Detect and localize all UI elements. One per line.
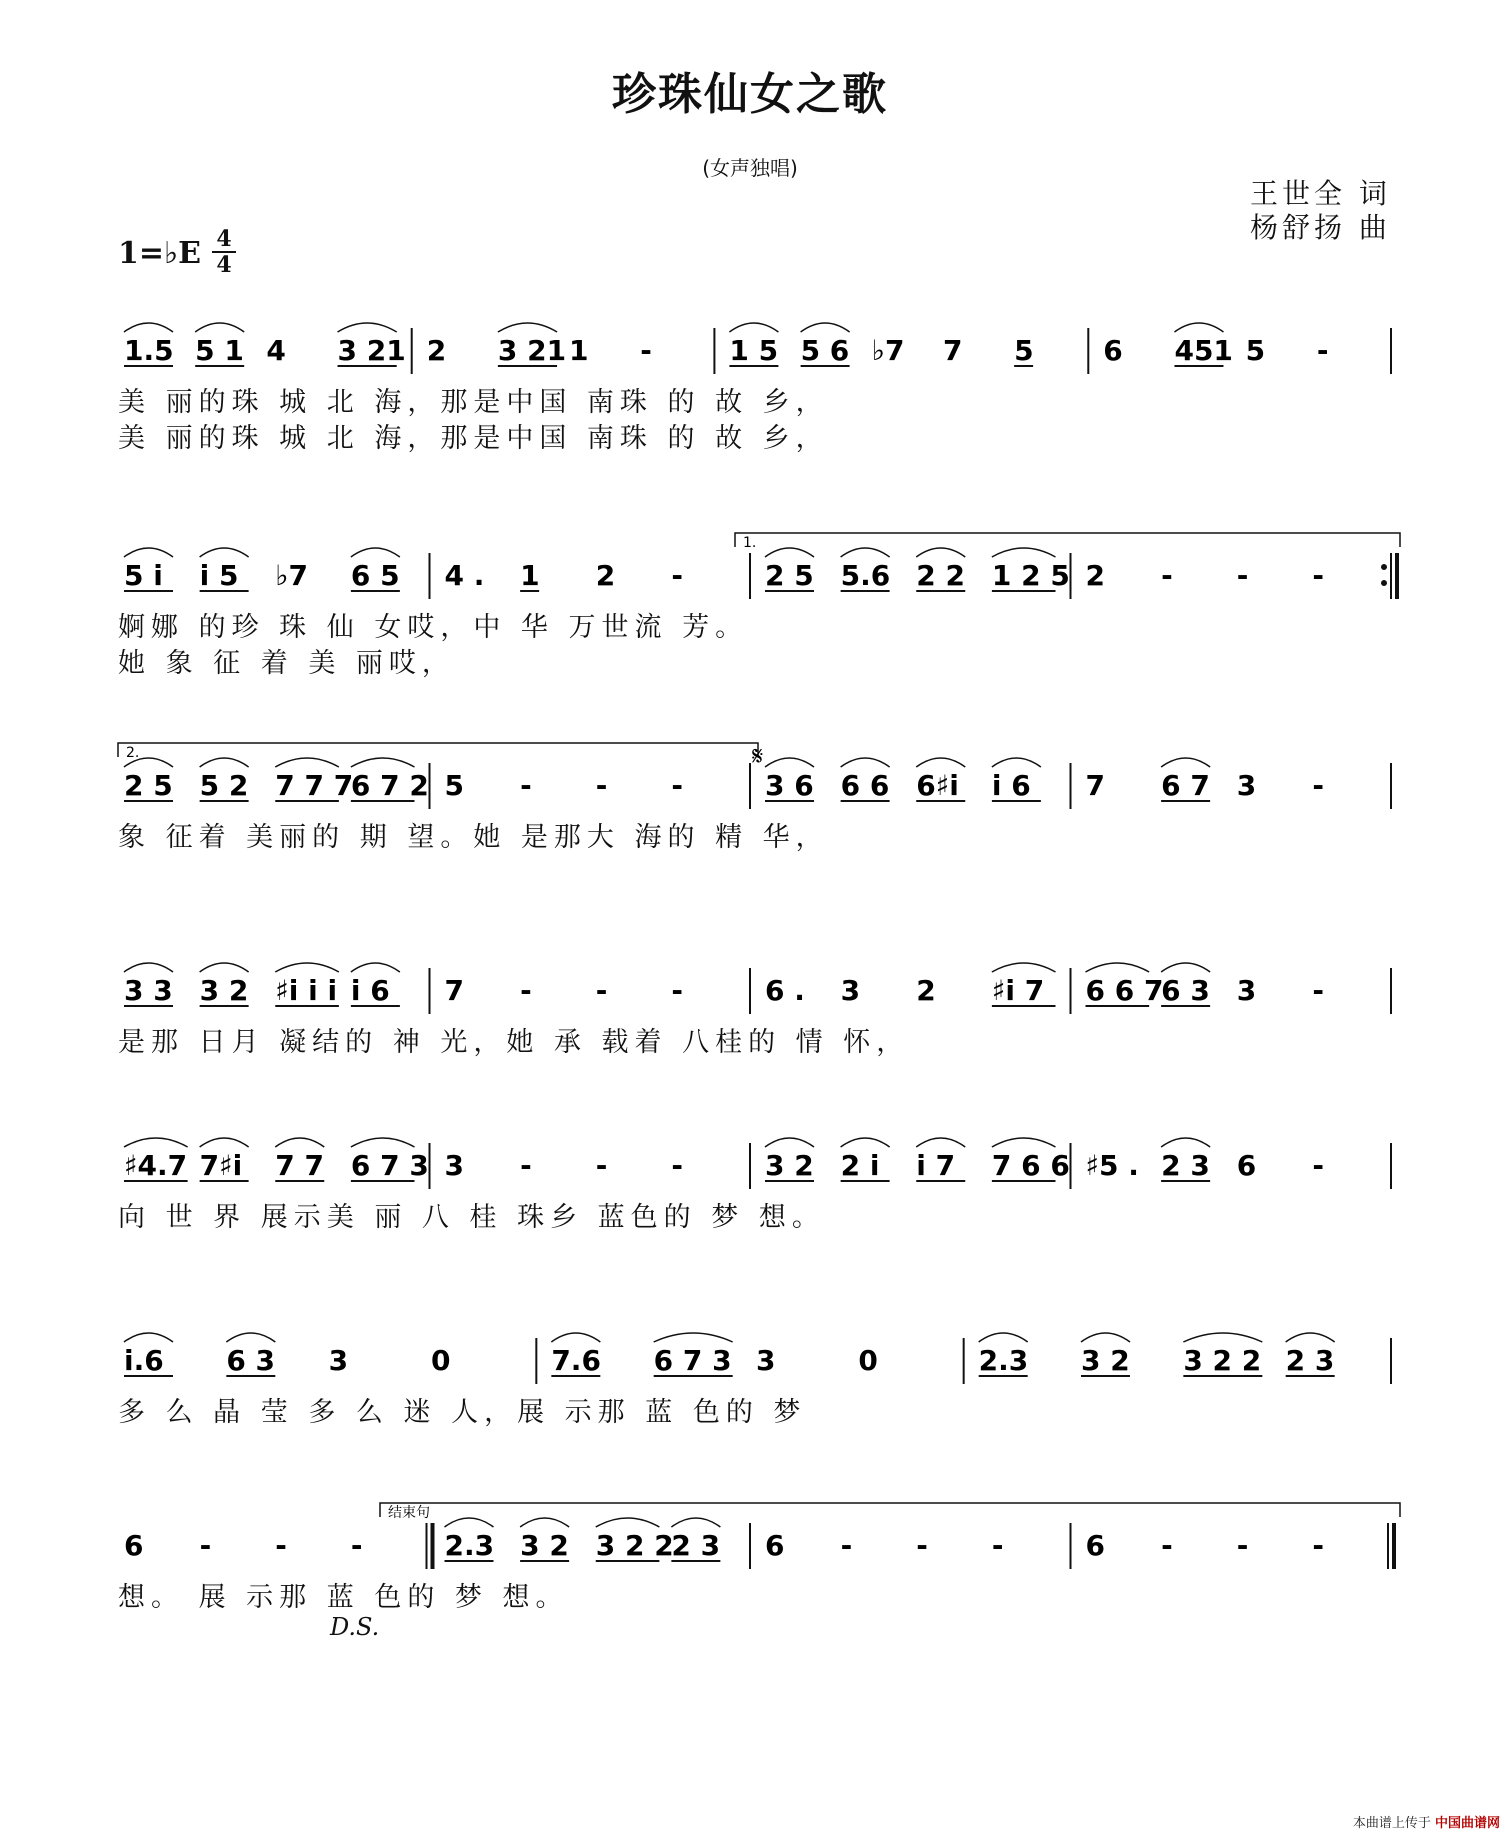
slur-arc: [200, 1138, 249, 1147]
note-group: 7.6: [551, 1344, 601, 1377]
note-group: i 7: [916, 1149, 956, 1182]
slur-arc: [1286, 1333, 1335, 1342]
note-group: 1: [520, 559, 540, 592]
note-group: -: [275, 1529, 287, 1562]
note-group: 2: [595, 559, 616, 592]
slur-arc: [1161, 1138, 1210, 1147]
note-group: -: [199, 1529, 212, 1562]
note-group: 0: [431, 1344, 451, 1377]
note-group: 3: [840, 974, 861, 1007]
watermark: [1353, 1812, 1500, 1831]
slur-arc: [841, 1138, 890, 1147]
performance-note: (女声独唱): [702, 156, 798, 180]
volta-label: 结束句: [388, 1505, 430, 1521]
slur-arc: [498, 323, 557, 332]
note-group: 0: [858, 1344, 878, 1377]
note-group: 7: [942, 334, 963, 367]
note-group: 5 1: [195, 334, 244, 367]
slur-arc: [765, 548, 814, 557]
lyric-line: 她 象 征 着 美 丽哎，: [118, 648, 455, 679]
note-group: -: [520, 1149, 532, 1182]
volta-bracket: [118, 743, 758, 757]
note-group: 6 5: [350, 559, 400, 592]
note-group: 3 6: [765, 769, 814, 802]
slur-arc: [992, 758, 1041, 767]
slur-arc: [801, 323, 850, 332]
note-group: 2: [426, 334, 447, 367]
time-signature-bottom: 4: [216, 252, 232, 278]
lyric-line: 婀娜 的珍 珠 仙 女哎，中 华 万世流 芳。: [118, 612, 749, 643]
repeat-dot: [1381, 564, 1387, 570]
slur-arc: [765, 758, 814, 767]
slur-arc: [992, 963, 1056, 972]
dal-segno-marker: D.S.: [330, 1613, 380, 1641]
note-group: 3 2: [1081, 1344, 1130, 1377]
slur-arc: [1161, 963, 1210, 972]
note-group: 5.6: [840, 559, 891, 592]
slur-arc: [351, 548, 400, 557]
slur-arc: [1183, 1333, 1262, 1342]
segno-sign: 𝄋: [752, 742, 764, 772]
note-group: 3 2: [520, 1529, 569, 1562]
note-group: 6 3: [226, 1344, 276, 1377]
slur-arc: [916, 548, 965, 557]
time-signature-top: 4: [216, 226, 232, 252]
note-group: 3: [1236, 974, 1257, 1007]
note-group: 7 7 7: [275, 769, 354, 802]
note-group: 2 i: [840, 1149, 880, 1182]
slur-arc: [916, 758, 965, 767]
note-group: -: [1312, 1529, 1324, 1562]
slur-arc: [729, 323, 778, 332]
slur-arc: [1081, 1333, 1130, 1342]
note-group: 4: [266, 334, 286, 367]
note-group: -: [640, 334, 652, 367]
note-group: 6: [765, 1529, 785, 1562]
note-group: 2 5: [124, 769, 173, 802]
note-group: 6 .: [765, 974, 805, 1007]
note-group: 3 21: [497, 334, 567, 367]
note-group: 7 7: [275, 1149, 324, 1182]
note-group: 7 6 6: [991, 1149, 1070, 1182]
note-group: i 6: [991, 769, 1031, 802]
note-group: 6 7 2: [350, 769, 429, 802]
slur-arc: [124, 963, 173, 972]
note-group: 5: [1014, 334, 1034, 367]
slur-arc: [351, 758, 415, 767]
note-group: 3 3: [124, 974, 173, 1007]
note-group: -: [1236, 559, 1249, 592]
volta-bracket: [380, 1503, 1400, 1517]
note-group: 3 21: [337, 334, 406, 367]
note-group: -: [1161, 1529, 1173, 1562]
slur-arc: [338, 323, 397, 332]
volta-bracket: [735, 533, 1400, 547]
note-group: 6 7 3: [350, 1149, 429, 1182]
note-group: 5 2: [199, 769, 249, 802]
slur-arc: [671, 1518, 720, 1527]
note-group: 6 7 3: [653, 1344, 732, 1377]
note-group: 2 3: [1285, 1344, 1335, 1377]
slur-arc: [275, 1138, 324, 1147]
note-group: -: [1316, 334, 1329, 367]
composer-credit: 杨舒扬 曲: [1250, 211, 1391, 244]
note-group: 3: [444, 1149, 464, 1182]
note-group: 1 2 5: [991, 559, 1070, 592]
note-group: 6: [1085, 1529, 1105, 1562]
lyric-line: 想。 展 示那 蓝 色的 梦 想。: [118, 1582, 569, 1613]
slur-arc: [1086, 963, 1150, 972]
slur-arc: [1174, 323, 1223, 332]
slur-arc: [841, 548, 890, 557]
note-group: -: [350, 1529, 363, 1562]
note-group: 2: [916, 974, 936, 1007]
note-group: 4 .: [444, 559, 485, 592]
note-group: 3: [328, 1344, 349, 1377]
lyric-line: 向 世 界 展示美 丽 八 桂 珠乡 蓝色的 梦 想。: [118, 1202, 825, 1233]
note-group: -: [520, 769, 532, 802]
slur-arc: [124, 1138, 188, 1147]
slur-arc: [916, 1138, 965, 1147]
note-group: 3: [756, 1344, 776, 1377]
note-group: 6 3: [1161, 974, 1210, 1007]
slur-arc: [124, 1333, 173, 1342]
note-group: -: [840, 1529, 853, 1562]
note-group: 6: [1236, 1149, 1257, 1182]
note-group: 2.3: [444, 1529, 495, 1562]
note-group: 7: [1085, 769, 1105, 802]
note-group: -: [595, 974, 608, 1007]
note-group: 6 7: [1161, 769, 1210, 802]
note-group: -: [671, 769, 683, 802]
note-group: 6♯i: [916, 769, 959, 802]
note-group: -: [1312, 974, 1324, 1007]
note-group: -: [671, 1149, 683, 1182]
volta-label: 1.: [743, 535, 757, 551]
note-group: 6 6 7: [1085, 974, 1164, 1007]
note-group: -: [1236, 1529, 1249, 1562]
note-group: i 6: [350, 974, 390, 1007]
lyric-line: 美 丽的珠 城 北 海，那是中国 南珠 的 故 乡，: [118, 423, 829, 454]
note-group: 2 3: [1161, 1149, 1210, 1182]
note-group: -: [671, 974, 683, 1007]
note-group: ♯4.7: [124, 1149, 188, 1182]
slur-arc: [351, 963, 400, 972]
slur-arc: [992, 548, 1056, 557]
watermark-brand: 中国曲谱网: [1434, 1816, 1500, 1831]
key-signature: 1=♭E: [118, 236, 202, 271]
note-group: -: [520, 974, 532, 1007]
note-group: ♭7: [871, 334, 905, 367]
lyricist-credit: 王世全 词: [1250, 177, 1391, 210]
note-group: 2 2: [916, 559, 965, 592]
slur-arc: [275, 963, 339, 972]
watermark-prefix: 本曲谱上传于: [1352, 1816, 1431, 1831]
note-group: 2 3: [671, 1529, 721, 1562]
slur-arc: [765, 1138, 814, 1147]
slur-arc: [200, 758, 249, 767]
note-group: 3 2: [199, 974, 249, 1007]
note-group: ♯i i i: [275, 974, 338, 1007]
note-group: -: [595, 1149, 608, 1182]
note-group: -: [1161, 559, 1173, 592]
note-group: -: [595, 769, 608, 802]
slur-arc: [195, 323, 244, 332]
slur-arc: [841, 758, 890, 767]
note-group: 451: [1174, 334, 1233, 367]
note-group: 5 6: [800, 334, 850, 367]
slur-arc: [1161, 758, 1210, 767]
slur-arc: [226, 1333, 275, 1342]
note-group: 6: [1103, 334, 1123, 367]
note-group: 3 2: [765, 1149, 814, 1182]
slur-arc: [351, 1138, 415, 1147]
note-group: ♯5 .: [1085, 1149, 1139, 1182]
slur-arc: [654, 1333, 733, 1342]
note-group: -: [916, 1529, 928, 1562]
slur-arc: [445, 1518, 494, 1527]
note-group: i 5: [199, 559, 239, 592]
note-group: 3 2 2: [595, 1529, 674, 1562]
note-group: 3: [1236, 769, 1257, 802]
slur-arc: [596, 1518, 660, 1527]
note-group: 5 i: [124, 559, 163, 592]
note-group: -: [1312, 559, 1324, 592]
lyric-line: 是那 日月 凝结的 神 光，她 承 载着 八桂的 情 怀，: [118, 1027, 910, 1058]
slur-arc: [124, 548, 173, 557]
song-title: 珍珠仙女之歌: [612, 69, 888, 120]
note-group: 7♯i: [199, 1149, 243, 1182]
note-group: 5: [1245, 334, 1266, 367]
note-group: -: [1312, 1149, 1324, 1182]
note-group: 2 5: [765, 559, 814, 592]
slur-arc: [979, 1333, 1028, 1342]
slur-arc: [200, 548, 249, 557]
note-group: 1: [569, 334, 589, 367]
note-group: -: [991, 1529, 1004, 1562]
slur-arc: [124, 323, 173, 332]
note-group: 5: [444, 769, 464, 802]
slur-arc: [275, 758, 339, 767]
repeat-dot: [1381, 580, 1387, 586]
slur-arc: [992, 1138, 1056, 1147]
note-group: 2: [1085, 559, 1105, 592]
volta-label: 2.: [126, 745, 140, 761]
note-group: 7: [444, 974, 464, 1007]
note-group: ♭7: [275, 559, 308, 592]
note-group: i.6: [124, 1344, 164, 1377]
slur-arc: [551, 1333, 600, 1342]
lyric-line: 象 征着 美丽的 期 望。她 是那大 海的 精 华，: [118, 822, 829, 853]
time-signature: [212, 228, 236, 276]
note-group: 1 5: [729, 334, 779, 367]
note-group: -: [671, 559, 683, 592]
note-group: 1.5: [124, 334, 174, 367]
slur-arc: [200, 963, 249, 972]
note-group: -: [1312, 769, 1324, 802]
note-group: 2.3: [978, 1344, 1029, 1377]
slur-arc: [520, 1518, 569, 1527]
lyric-line: 多 么 晶 莹 多 么 迷 人，展 示那 蓝 色的 梦: [118, 1397, 807, 1428]
note-group: 6: [124, 1529, 144, 1562]
lyric-line: 美 丽的珠 城 北 海，那是中国 南珠 的 故 乡，: [118, 387, 829, 418]
note-group: 3 2 2: [1183, 1344, 1262, 1377]
note-group: ♯i 7: [991, 974, 1045, 1007]
note-group: 6 6: [840, 769, 890, 802]
